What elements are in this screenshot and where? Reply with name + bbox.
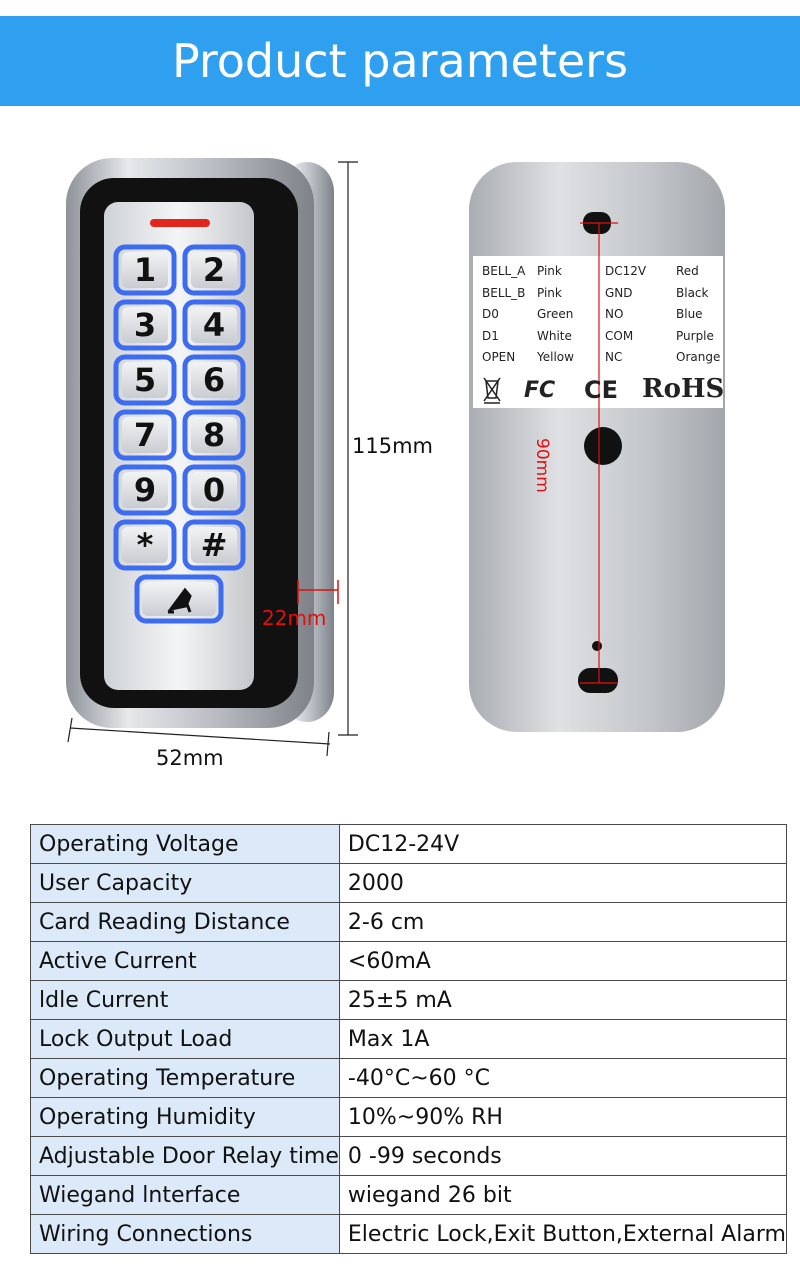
spec-label: Operating Voltage bbox=[31, 825, 340, 864]
key-label: 4 bbox=[202, 306, 226, 344]
wiring-cell: Orange bbox=[676, 350, 721, 364]
spec-label: Wiegand lnterface bbox=[31, 1176, 340, 1215]
hole-spacing-dimension: 90mm bbox=[532, 438, 552, 493]
key-label: 3 bbox=[133, 306, 157, 344]
key-label: 6 bbox=[202, 361, 226, 399]
spec-value: Max 1A bbox=[339, 1020, 786, 1059]
spec-value: 2000 bbox=[339, 864, 786, 903]
wiring-cell: Pink bbox=[537, 264, 562, 278]
spec-table bbox=[30, 824, 787, 1254]
key-label: * bbox=[136, 526, 154, 564]
wiring-cell: Red bbox=[676, 264, 699, 278]
spec-value: 0 -99 seconds bbox=[339, 1137, 786, 1176]
key-label: 2 bbox=[202, 251, 226, 289]
wiring-cell: BELL_B bbox=[482, 285, 526, 300]
key-label: 5 bbox=[133, 361, 157, 399]
wiring-cell: GND bbox=[605, 285, 633, 300]
spec-label: Operating Humidity bbox=[31, 1098, 340, 1137]
table-row bbox=[31, 1098, 787, 1137]
key-label: 7 bbox=[133, 416, 157, 454]
wiring-cell: Green bbox=[537, 307, 574, 321]
wiring-cell: OPEN bbox=[482, 350, 516, 364]
table-row bbox=[31, 1176, 787, 1215]
wiring-cell: Pink bbox=[537, 285, 562, 300]
wiring-cell: COM bbox=[605, 328, 634, 343]
wiring-cell: DC12V bbox=[605, 264, 647, 278]
rohs-mark: RoHS bbox=[642, 374, 725, 404]
table-row bbox=[31, 864, 787, 903]
table-row bbox=[31, 1215, 787, 1254]
screw-hole bbox=[592, 641, 602, 651]
wiring-cell: Black bbox=[676, 285, 709, 300]
table-row bbox=[31, 1137, 787, 1176]
spec-value: <60mA bbox=[339, 942, 786, 981]
wiring-cell: White bbox=[537, 328, 572, 343]
wiring-cell: NC bbox=[605, 350, 623, 364]
spec-value: 10%~90% RH bbox=[339, 1098, 786, 1137]
wiring-cell: D1 bbox=[482, 328, 499, 343]
cable-hole bbox=[584, 427, 622, 465]
status-led bbox=[150, 219, 210, 227]
spec-label: ldle Current bbox=[31, 981, 340, 1020]
spec-label: Active Current bbox=[31, 942, 340, 981]
ce-mark: CE bbox=[584, 376, 619, 404]
spec-label: User Capacity bbox=[31, 864, 340, 903]
spec-value: -40°C~60 °C bbox=[339, 1059, 786, 1098]
key-label: 9 bbox=[133, 471, 157, 509]
spec-label: Lock Output Load bbox=[31, 1020, 340, 1059]
table-row bbox=[31, 1059, 787, 1098]
page-title: Product parameters bbox=[171, 34, 629, 88]
width-dimension: 52mm bbox=[156, 746, 224, 770]
key-label: 8 bbox=[202, 416, 226, 454]
height-dimension: 115mm bbox=[352, 434, 433, 458]
depth-dimension: 22mm bbox=[262, 606, 327, 630]
bell-key bbox=[137, 577, 221, 621]
spec-label: Card Reading Distance bbox=[31, 903, 340, 942]
spec-label: Adjustable Door Relay time bbox=[31, 1137, 340, 1176]
table-row bbox=[31, 903, 787, 942]
key-label: 0 bbox=[202, 471, 226, 509]
key-label: 1 bbox=[133, 251, 157, 289]
spec-value: DC12-24V bbox=[339, 825, 786, 864]
wiring-cell: Blue bbox=[676, 307, 703, 321]
spec-value: 2-6 cm bbox=[339, 903, 786, 942]
table-row bbox=[31, 825, 787, 864]
table-row bbox=[31, 981, 787, 1020]
spec-value: 25±5 mA bbox=[339, 981, 786, 1020]
spec-label: Operating Temperature bbox=[31, 1059, 340, 1098]
wiring-cell: BELL_A bbox=[482, 264, 526, 278]
back-plate bbox=[469, 162, 725, 732]
fc-mark: FC bbox=[524, 378, 556, 403]
wiring-cell: D0 bbox=[482, 307, 499, 321]
wiring-cell: Yellow bbox=[537, 350, 574, 364]
wiring-cell: NO bbox=[605, 307, 624, 321]
spec-value: Electric Lock,Exit Button,External Alarm bbox=[339, 1215, 786, 1254]
table-row bbox=[31, 1020, 787, 1059]
mount-slot-bottom bbox=[578, 668, 618, 693]
spec-label: Wiring Connections bbox=[31, 1215, 340, 1254]
table-row bbox=[31, 942, 787, 981]
key-label: # bbox=[200, 526, 228, 564]
spec-value: wiegand 26 bit bbox=[339, 1176, 786, 1215]
wiring-cell: Purple bbox=[676, 328, 714, 343]
